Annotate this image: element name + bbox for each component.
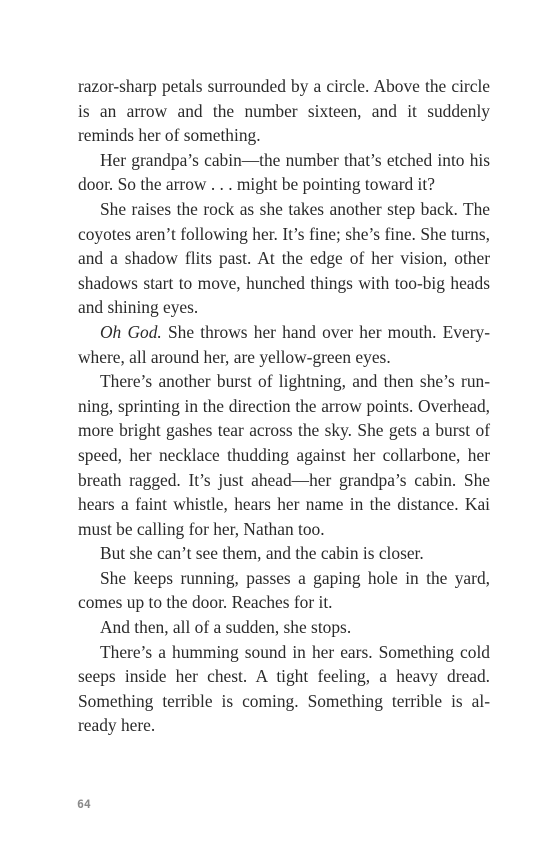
paragraph-7: She keeps running, passes a gaping hole in the yard, comes up to the door. Reaches for it. [78,567,490,613]
paragraph-1: razor-sharp petals surrounded by a circle. Above the circle is an arrow and the number sixteen, and it suddenly reminds her of something. [78,76,490,146]
paragraph-5: There’s another burst of lightning, and then she’s run-ning, sprinting in the direction the arrow points. Overhead, more bright gashes tear across the sky. She gets a burst of speed, her necklace thudding against her collarbone, her breath ragged. It’s just ahead—her grandpa’s cabin. She hears a faint whistle, hears her name in the distance. Kai must be calling for her, Nathan too. [78,371,490,539]
italic-exclamation: Oh God. [100,321,162,342]
body-text [78,74,490,738]
paragraph-4 [78,320,490,369]
paragraph-8: And then, all of a sudden, she stops. [100,617,352,638]
paragraph-3: She raises the rock as she takes another step back. The coyotes aren’t following her. It’s fine; she’s fine. She turns, and a shadow flits past. At the edge of her vision, other shadows start to move, hunched things with too-big heads and shining eyes. [78,198,490,318]
page-number: 64 [77,797,91,811]
paragraph-2: Her grandpa’s cabin—the number that’s etched into his door. So the arrow . . . might be pointing toward it? [78,149,490,195]
paragraph-9: There’s a humming sound in her ears. Something cold seeps inside her chest. A tight feeling, a heavy dread. Something terrible is coming. Something terrible is al-ready here. [78,641,490,736]
paragraph-4-text: She throws her hand over her mouth. Every-where, all around her, are yellow-green eyes. [78,321,490,367]
paragraph-6: But she can’t see them, and the cabin is closer. [100,543,424,564]
